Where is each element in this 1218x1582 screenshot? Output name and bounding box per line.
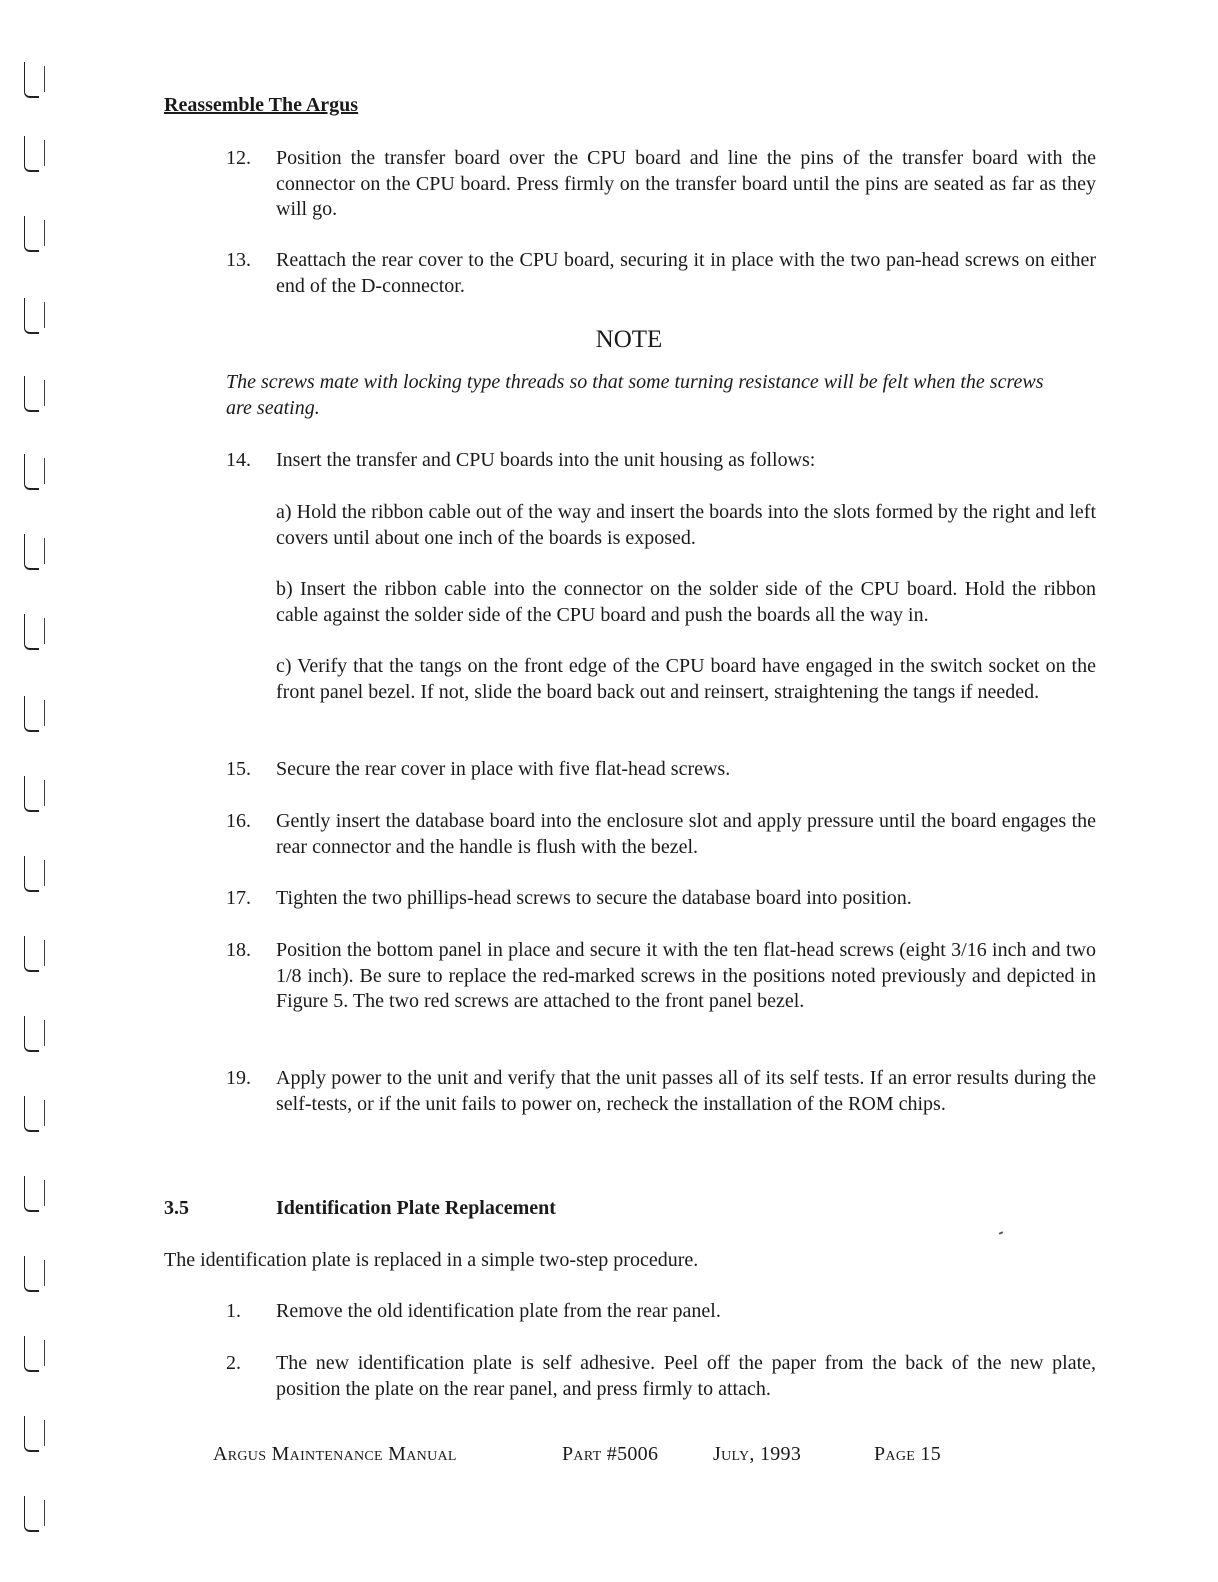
footer-date: July, 1993 bbox=[713, 1443, 802, 1465]
item-text: Position the transfer board over the CPU board and line the pins of the transfer board with the connector on the CPU board. Press firmly on the transfer board until the pins are seated as far as they will go. bbox=[276, 147, 1096, 221]
binding-hole bbox=[24, 936, 39, 972]
section-heading: Reassemble The Argus bbox=[164, 94, 359, 116]
binding-hole bbox=[24, 1336, 39, 1372]
list-item-12 bbox=[226, 146, 1096, 223]
item-number: 2. bbox=[226, 1352, 241, 1374]
note-title: NOTE bbox=[595, 326, 663, 353]
item-number: 12. bbox=[226, 147, 251, 169]
item-number: 19. bbox=[226, 1067, 251, 1089]
binding-holes bbox=[18, 40, 48, 1570]
item-number: 13. bbox=[226, 249, 251, 271]
list-item-13 bbox=[226, 248, 1096, 299]
binding-hole bbox=[24, 1096, 39, 1132]
item-number: 14. bbox=[226, 449, 251, 471]
binding-hole bbox=[24, 776, 39, 812]
scan-speck bbox=[999, 1231, 1003, 1235]
item-text: Apply power to the unit and verify that the unit passes all of its self tests. If an error results during the self-tests, or if the unit fails to power on, recheck the installation of the ROM chips. bbox=[276, 1067, 1096, 1115]
item-text: The new identification plate is self adhesive. Peel off the paper from the back of the new plate, position the plate on the rear panel, and press firmly to attach. bbox=[276, 1352, 1096, 1400]
binding-hole bbox=[24, 1176, 39, 1212]
list-item-1 bbox=[226, 1299, 1096, 1325]
item-text: Tighten the two phillips-head screws to secure the database board into position. bbox=[276, 887, 912, 909]
list-item-2 bbox=[226, 1351, 1096, 1402]
binding-hole bbox=[24, 1256, 39, 1292]
item-number: 15. bbox=[226, 758, 251, 780]
binding-hole bbox=[24, 454, 39, 490]
item-text: Insert the transfer and CPU boards into the unit housing as follows: bbox=[276, 449, 816, 471]
sub-item-c: c) Verify that the tangs on the front edge of the CPU board have engaged in the switch socket on the front panel bezel. If not, slide the board back out and reinsert, straightening the tangs if needed. bbox=[276, 655, 1096, 703]
item-number: 1. bbox=[226, 1300, 241, 1322]
binding-hole bbox=[24, 1416, 39, 1452]
binding-hole bbox=[24, 1496, 39, 1532]
item-number: 18. bbox=[226, 939, 251, 961]
item-text: Reattach the rear cover to the CPU board, securing it in place with the two pan-head screws on either end of the D-connector. bbox=[276, 249, 1096, 297]
item-text: Position the bottom panel in place and secure it with the ten flat-head screws (eight 3/16 inch and two 1/8 inch). Be sure to replace the red-marked screws in the positions noted previously and depicted in Figure 5. The two red screws are attached to the front panel bezel. bbox=[276, 939, 1096, 1013]
footer-manual-title: Argus Maintenance Manual bbox=[213, 1443, 457, 1465]
list-item-18 bbox=[226, 938, 1096, 1015]
binding-hole bbox=[24, 614, 39, 650]
list-item-19 bbox=[226, 1066, 1096, 1117]
list-item-17 bbox=[226, 886, 1096, 912]
binding-hole bbox=[24, 216, 39, 252]
sub-item-a: a) Hold the ribbon cable out of the way and insert the boards into the slots formed by the right and left covers until about one inch of the boards is exposed. bbox=[276, 501, 1096, 549]
list-item-15 bbox=[226, 757, 1096, 783]
note-text: The screws mate with locking type threads so that some turning resistance will be felt when the screws are seating. bbox=[226, 371, 1044, 419]
section-title: Identification Plate Replacement bbox=[276, 1197, 556, 1219]
item-text: Remove the old identification plate from the rear panel. bbox=[276, 1300, 721, 1322]
item-text: Secure the rear cover in place with five flat-head screws. bbox=[276, 758, 731, 780]
binding-hole bbox=[24, 534, 39, 570]
binding-hole bbox=[24, 62, 39, 98]
binding-hole bbox=[24, 696, 39, 732]
binding-hole bbox=[24, 856, 39, 892]
sub-item-b: b) Insert the ribbon cable into the connector on the solder side of the CPU board. Hold the ribbon cable against the solder side of the CPU board and push the boards all the way in. bbox=[276, 578, 1096, 626]
item-text: Gently insert the database board into the enclosure slot and apply pressure until the board engages the rear connector and the handle is flush with the bezel. bbox=[276, 810, 1096, 858]
binding-hole bbox=[24, 136, 39, 172]
footer-part-number: Part #5006 bbox=[562, 1443, 659, 1465]
section-intro: The identification plate is replaced in a simple two-step procedure. bbox=[164, 1249, 699, 1271]
binding-hole bbox=[24, 376, 39, 412]
item-number: 17. bbox=[226, 887, 251, 909]
section-number: 3.5 bbox=[164, 1197, 189, 1219]
binding-hole bbox=[24, 1016, 39, 1052]
item-number: 16. bbox=[226, 810, 251, 832]
footer-page-number: Page 15 bbox=[874, 1443, 941, 1465]
list-item-14 bbox=[226, 448, 1096, 474]
list-item-16 bbox=[226, 809, 1096, 860]
